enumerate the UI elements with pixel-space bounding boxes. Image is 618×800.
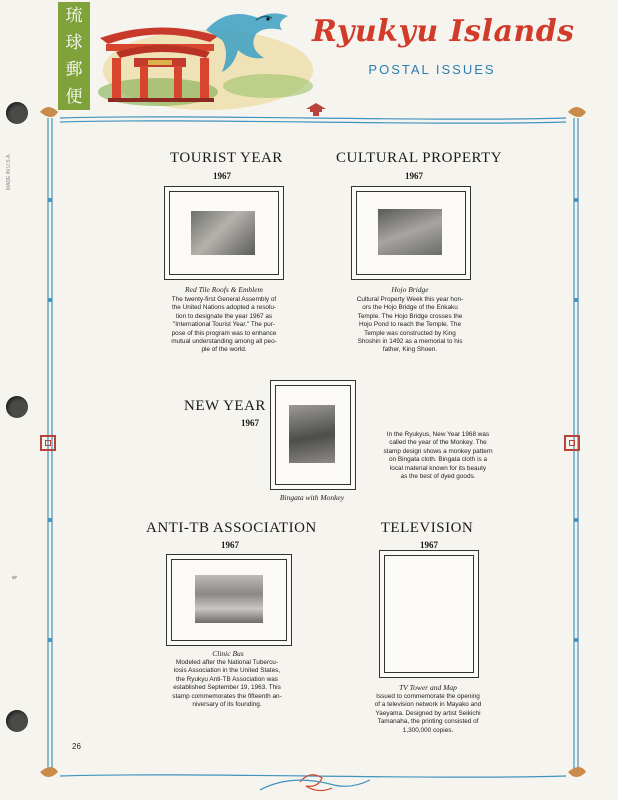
stamp-image-red-tile-roofs — [191, 211, 255, 255]
pencil-mark: ✎ — [10, 573, 20, 583]
page-number: 26 — [72, 742, 81, 751]
kanji-char: 郵 — [65, 59, 83, 80]
stamp-mount-frame[interactable] — [164, 186, 284, 280]
section-year: 1967 — [213, 171, 231, 181]
section-year: 1967 — [221, 540, 239, 550]
section-title-cultural-property: CULTURAL PROPERTY — [336, 150, 503, 166]
kanji-char: 琉 — [65, 5, 83, 26]
stamp-caption: Clinic Bus — [212, 649, 244, 658]
stamp-image-bingata-monkey — [289, 405, 335, 463]
section-title-new-year: NEW YEAR — [184, 398, 266, 414]
header-title: Ryukyu Islands — [312, 14, 575, 49]
stamp-mount-frame[interactable] — [166, 554, 292, 646]
section-year: 1967 — [241, 418, 259, 428]
key-ornament-right-icon — [564, 435, 580, 451]
stamp-image-hojo-bridge — [378, 209, 442, 255]
stamp-caption: TV Tower and Map — [399, 683, 457, 692]
header-subtitle: POSTAL ISSUES — [368, 62, 496, 77]
stamp-mount-frame[interactable] — [270, 380, 356, 490]
stamp-description: Cultural Property Week this year hon- ors the Hojo Bridge of the Enkaku Temple. The Hojo Bridge crosses the Hojo Pond to reach the Temple. The Temple was constructed by King Shoshin in 1492 as a memorial to his father, King Shoen. — [356, 296, 464, 354]
stamp-caption: Hojo Bridge — [391, 285, 429, 294]
kanji-char: 便 — [65, 86, 83, 107]
stamp-mount-frame[interactable] — [351, 186, 471, 280]
stamp-caption: Red Tile Roofs & Emblem — [185, 285, 263, 294]
key-ornament-left-icon — [40, 435, 56, 451]
stamp-description: Modeled after the National Tubercu- losis Association in the United States, the Ryukyu Anti-TB Association was established September 19, 1963. This stamp commemorates the fifteenth an- niversary of its founding. — [172, 659, 282, 709]
stamp-description: The twenty-first General Assembly of the United Nations adopted a resolu- tion to designate the year 1967 as "International Tourist Year." The pur- pose of this program was to enhance mutual understanding among all peo- ple of the world. — [171, 296, 277, 354]
stamp-mount-frame-empty[interactable] — [379, 550, 479, 678]
section-title-anti-tb-association: ANTI-TB ASSOCIATION — [146, 520, 317, 536]
kanji-char: 球 — [65, 32, 83, 53]
section-title-tourist-year: TOURIST YEAR — [170, 150, 283, 166]
stamp-caption: Bingata with Monkey — [279, 493, 345, 502]
stamp-description: Issued to commemorate the opening of a television network in Mayako and Yaeyama. Designed by artist Seikichi Tamanaha, the printing consisted of 1,300,000 copies. — [374, 693, 482, 734]
stamp-description: In the Ryukyus, New Year 1968 was called the year of the Monkey. The stamp design shows a monkey pattern on Bingata cloth. Bingata cloth is a local material known for its beauty as the best of dyed goods. — [383, 431, 493, 481]
stamp-image-clinic-bus — [195, 575, 263, 623]
section-title-television: TELEVISION — [380, 520, 474, 536]
section-year: 1967 — [405, 171, 423, 181]
section-year: 1967 — [420, 540, 438, 550]
margin-note: MADE IN U.S.A. — [6, 153, 12, 190]
